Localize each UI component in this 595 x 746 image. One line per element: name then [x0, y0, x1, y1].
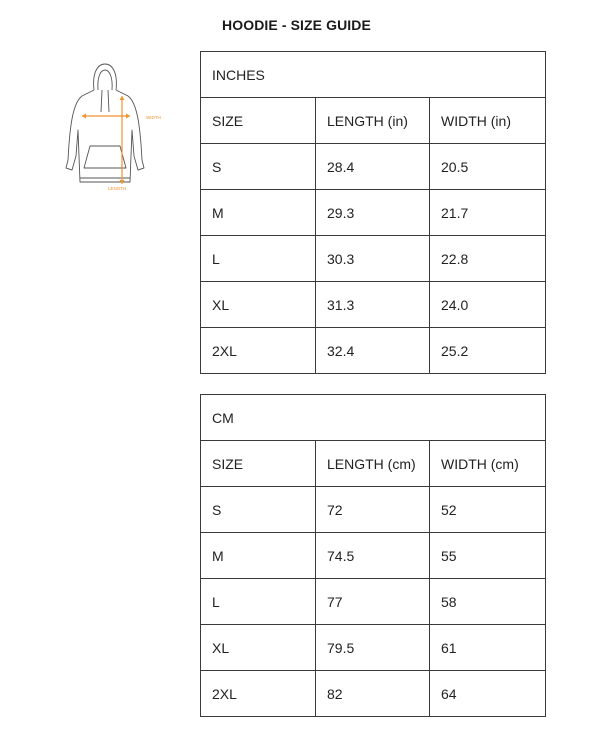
length-cell: 77 — [316, 579, 430, 625]
table-row — [201, 236, 546, 282]
column-header: LENGTH (cm) — [316, 441, 430, 487]
size-cell: L — [201, 236, 316, 282]
table-row — [201, 579, 546, 625]
length-cell: 29.3 — [316, 190, 430, 236]
table-unit-label: INCHES — [201, 52, 546, 98]
width-cell: 20.5 — [430, 144, 546, 190]
width-cell: 52 — [430, 487, 546, 533]
width-cell: 64 — [430, 671, 546, 717]
size-cell: 2XL — [201, 671, 316, 717]
table-header-row — [201, 441, 546, 487]
length-cell: 32.4 — [316, 328, 430, 374]
page-title: HOODIE - SIZE GUIDE — [222, 17, 371, 33]
table-row — [201, 625, 546, 671]
width-cell: 25.2 — [430, 328, 546, 374]
width-cell: 61 — [430, 625, 546, 671]
size-cell: M — [201, 533, 316, 579]
table-row — [201, 328, 546, 374]
size-cell: S — [201, 144, 316, 190]
length-cell: 31.3 — [316, 282, 430, 328]
size-cell: S — [201, 487, 316, 533]
hoodie-icon — [66, 64, 144, 182]
table-row — [201, 671, 546, 717]
size-table-cm — [200, 394, 546, 717]
table-row — [201, 533, 546, 579]
table-unit-row — [201, 395, 546, 441]
column-header: WIDTH (in) — [430, 98, 546, 144]
column-header: SIZE — [201, 441, 316, 487]
size-table-inches — [200, 51, 546, 374]
measurement-arrows — [82, 96, 130, 184]
column-header: SIZE — [201, 98, 316, 144]
table-unit-label: CM — [201, 395, 546, 441]
length-cell: 72 — [316, 487, 430, 533]
hoodie-measurement-diagram — [58, 60, 170, 194]
length-cell: 28.4 — [316, 144, 430, 190]
length-cell: 30.3 — [316, 236, 430, 282]
table-header-row — [201, 98, 546, 144]
size-cell: XL — [201, 625, 316, 671]
length-cell: 79.5 — [316, 625, 430, 671]
width-label: WIDTH — [146, 115, 161, 120]
width-cell: 21.7 — [430, 190, 546, 236]
length-cell: 82 — [316, 671, 430, 717]
width-cell: 22.8 — [430, 236, 546, 282]
length-label: LENGTH — [108, 186, 127, 191]
width-cell: 24.0 — [430, 282, 546, 328]
table-row — [201, 190, 546, 236]
length-cell: 74.5 — [316, 533, 430, 579]
table-unit-row — [201, 52, 546, 98]
size-cell: L — [201, 579, 316, 625]
size-cell: 2XL — [201, 328, 316, 374]
width-cell: 55 — [430, 533, 546, 579]
width-cell: 58 — [430, 579, 546, 625]
column-header: LENGTH (in) — [316, 98, 430, 144]
size-cell: XL — [201, 282, 316, 328]
table-row — [201, 144, 546, 190]
size-cell: M — [201, 190, 316, 236]
table-row — [201, 487, 546, 533]
column-header: WIDTH (cm) — [430, 441, 546, 487]
table-row — [201, 282, 546, 328]
